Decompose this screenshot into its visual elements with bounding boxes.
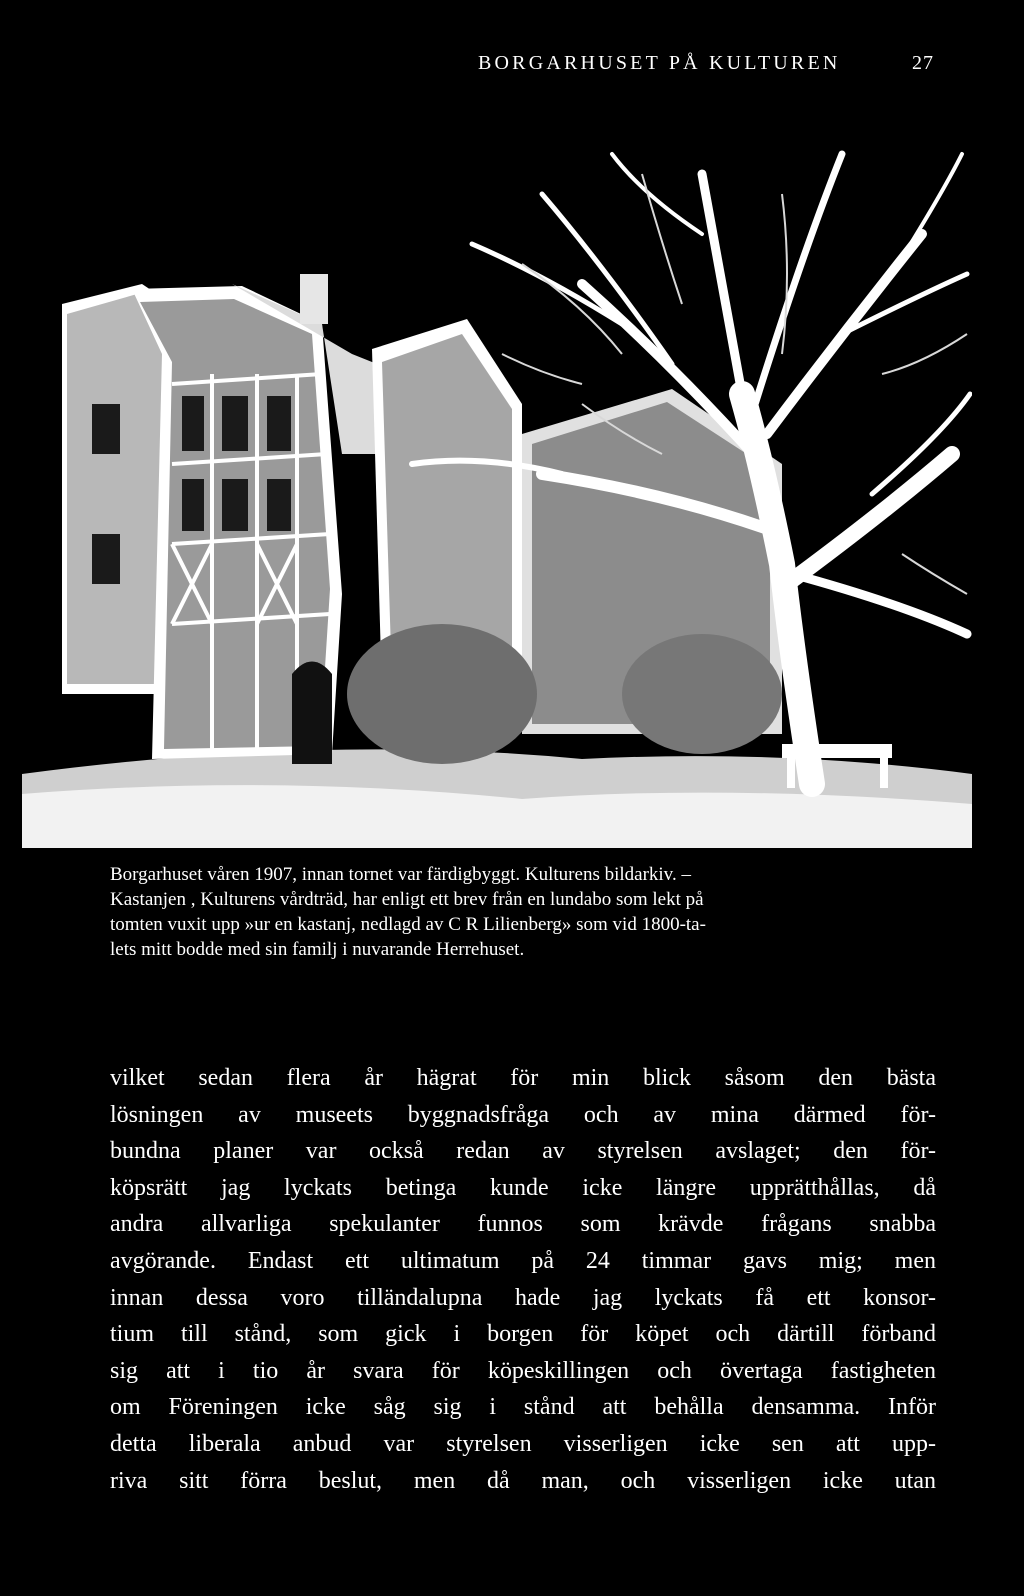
body-line: avgörande. Endast ett ultimatum på 24 timmar gavs mig; men: [110, 1247, 936, 1274]
body-line: om Föreningen icke såg sig i stånd att behålla densamma. Inför: [110, 1394, 936, 1421]
body-line: andra allvarliga spekulanter funnos som krävde frågans snabba: [110, 1211, 936, 1238]
caption-line: tomten vuxit upp »ur en kastanj, nedlagd av C R Lilienberg» som vid 1800-ta-: [110, 914, 706, 935]
body-paragraph: [110, 1060, 936, 1499]
page-number: 27: [912, 52, 934, 74]
running-header: [478, 52, 934, 82]
body-line: detta liberala anbud var styrelsen visserligen icke sen att upp-: [110, 1430, 936, 1457]
body-line: köpsrätt jag lyckats betinga kunde icke längre upprätthållas, då: [110, 1174, 936, 1201]
caption-line: Kastanjen , Kulturens vårdträd, har enligt ett brev från en lundabo som lekt på: [110, 889, 704, 910]
body-line: vilket sedan flera år hägrat för min blick såsom den bästa: [110, 1065, 936, 1091]
running-title: BORGARHUSET PÅ KULTUREN: [478, 52, 841, 74]
caption-line: lets mitt bodde med sin familj i nuvarande Herrehuset.: [110, 939, 525, 960]
body-line: tium till stånd, som gick i borgen för köpet och därtill förband: [110, 1321, 936, 1348]
body-line: sig att i tio år svara för köpeskillingen och övertaga fastigheten: [110, 1357, 936, 1384]
body-line: bundna planer var också redan av styrelsen avslaget; den för-: [110, 1138, 936, 1165]
body-line: innan dessa voro tilländalupna hade jag lyckats få ett konsor-: [110, 1284, 936, 1311]
caption-line: Borgarhuset våren 1907, innan tornet var färdigbyggt. Kulturens bildarkiv. –: [110, 864, 691, 885]
body-line: lösningen av museets byggnadsfråga och av mina därmed för-: [110, 1101, 936, 1128]
body-line: riva sitt förra beslut, men då man, och visserligen icke utan: [110, 1467, 936, 1494]
photo-caption: [110, 862, 940, 962]
photograph-borgarhuset: [22, 134, 972, 848]
